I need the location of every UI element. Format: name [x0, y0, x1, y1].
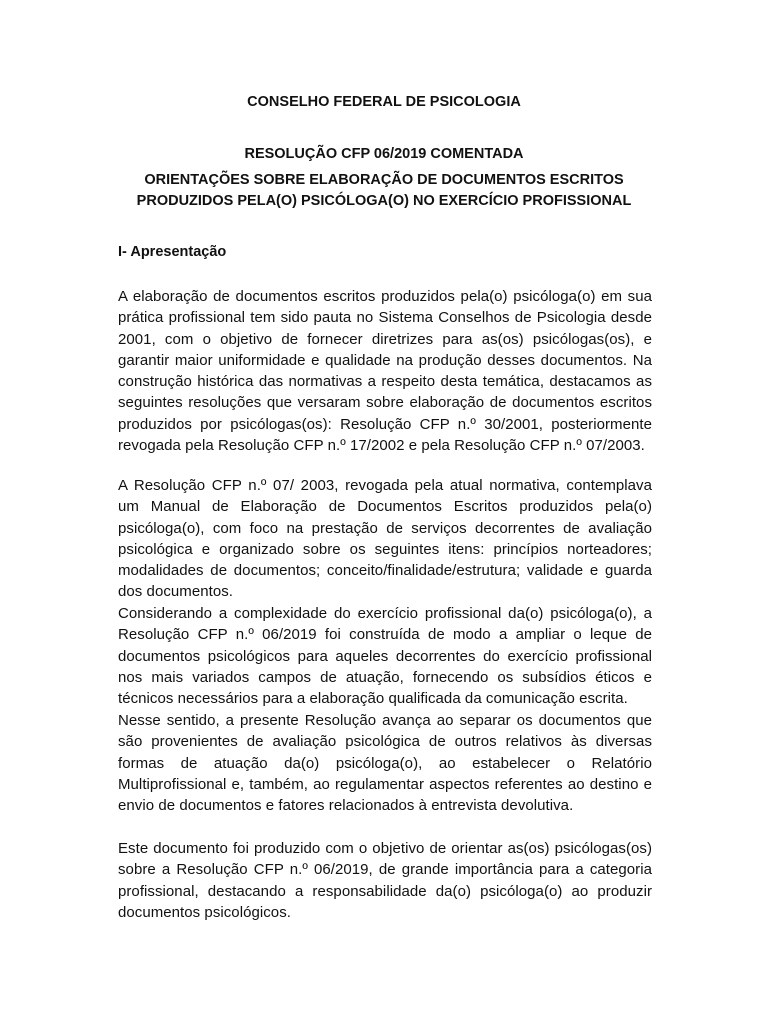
- paragraph: A Resolução CFP n.º 07/ 2003, revogada pela atual normativa, contemplava um Manual de Elaboração de Documentos Escritos produzidos pela(o) psicóloga(o), com foco na prestação de serviços decorrentes de avaliação psicológica e organizado sobre os seguintes itens: princípios norteadores; modalidades de documentos; conceito/finalidade/estrutura; validade e guarda dos documentos.: [118, 477, 652, 601]
- subtitle-line-2: PRODUZIDOS PELA(O) PSICÓLOGA(O) NO EXERCÍCIO PROFISSIONAL: [136, 193, 632, 209]
- document-subtitle: [0, 170, 768, 212]
- paragraph: Nesse sentido, a presente Resolução avança ao separar os documentos que são provenientes de avaliação psicológica de outros relativos às diversas formas de atuação da(o) psicóloga(o), ao estabelecer o Relatório Multiprofissional e, também, ao regulamentar aspectos referentes ao destino e envio de documentos e fatores relacionados à entrevista devolutiva.: [118, 712, 652, 815]
- section-title: I- Apresentação: [118, 244, 227, 260]
- resolution-title: RESOLUÇÃO CFP 06/2019 COMENTADA: [244, 146, 524, 162]
- paragraph: Este documento foi produzido com o objetivo de orientar as(os) psicólogas(os) sobre a Resolução CFP n.º 06/2019, de grande importância para a categoria profissional, destacando a responsabilidade da(o) psicóloga(o) ao produzir documentos psicológicos.: [118, 840, 652, 921]
- subtitle-line-1: ORIENTAÇÕES SOBRE ELABORAÇÃO DE DOCUMENTOS ESCRITOS: [144, 172, 624, 188]
- paragraph: A elaboração de documentos escritos produzidos pela(o) psicóloga(o) em sua prática profissional tem sido pauta no Sistema Conselhos de Psicologia desde 2001, com o objetivo de fornecer diretrizes para as(os) psicólogas(os), e garantir maior uniformidade e qualidade na produção desses documentos. Na construção histórica das normativas a respeito desta temática, destacamos as seguintes resoluções que versaram sobre elaboração de documentos escritos produzidos por psicólogas(os): Resolução CFP n.º 30/2001, posteriormente revogada pela Resolução CFP n.º 17/2002 e pela Resolução CFP n.º 07/2003.: [118, 288, 652, 455]
- organization-heading: CONSELHO FEDERAL DE PSICOLOGIA: [247, 94, 521, 110]
- paragraph: Considerando a complexidade do exercício profissional da(o) psicóloga(o), a Resolução CFP n.º 06/2019 foi construída de modo a ampliar o leque de documentos psicológicos para aqueles decorrentes do exercício profissional nos mais variados campos de atuação, fornecendo os subsídios éticos e técnicos necessários para a elaboração qualificada da comunicação escrita.: [118, 605, 652, 708]
